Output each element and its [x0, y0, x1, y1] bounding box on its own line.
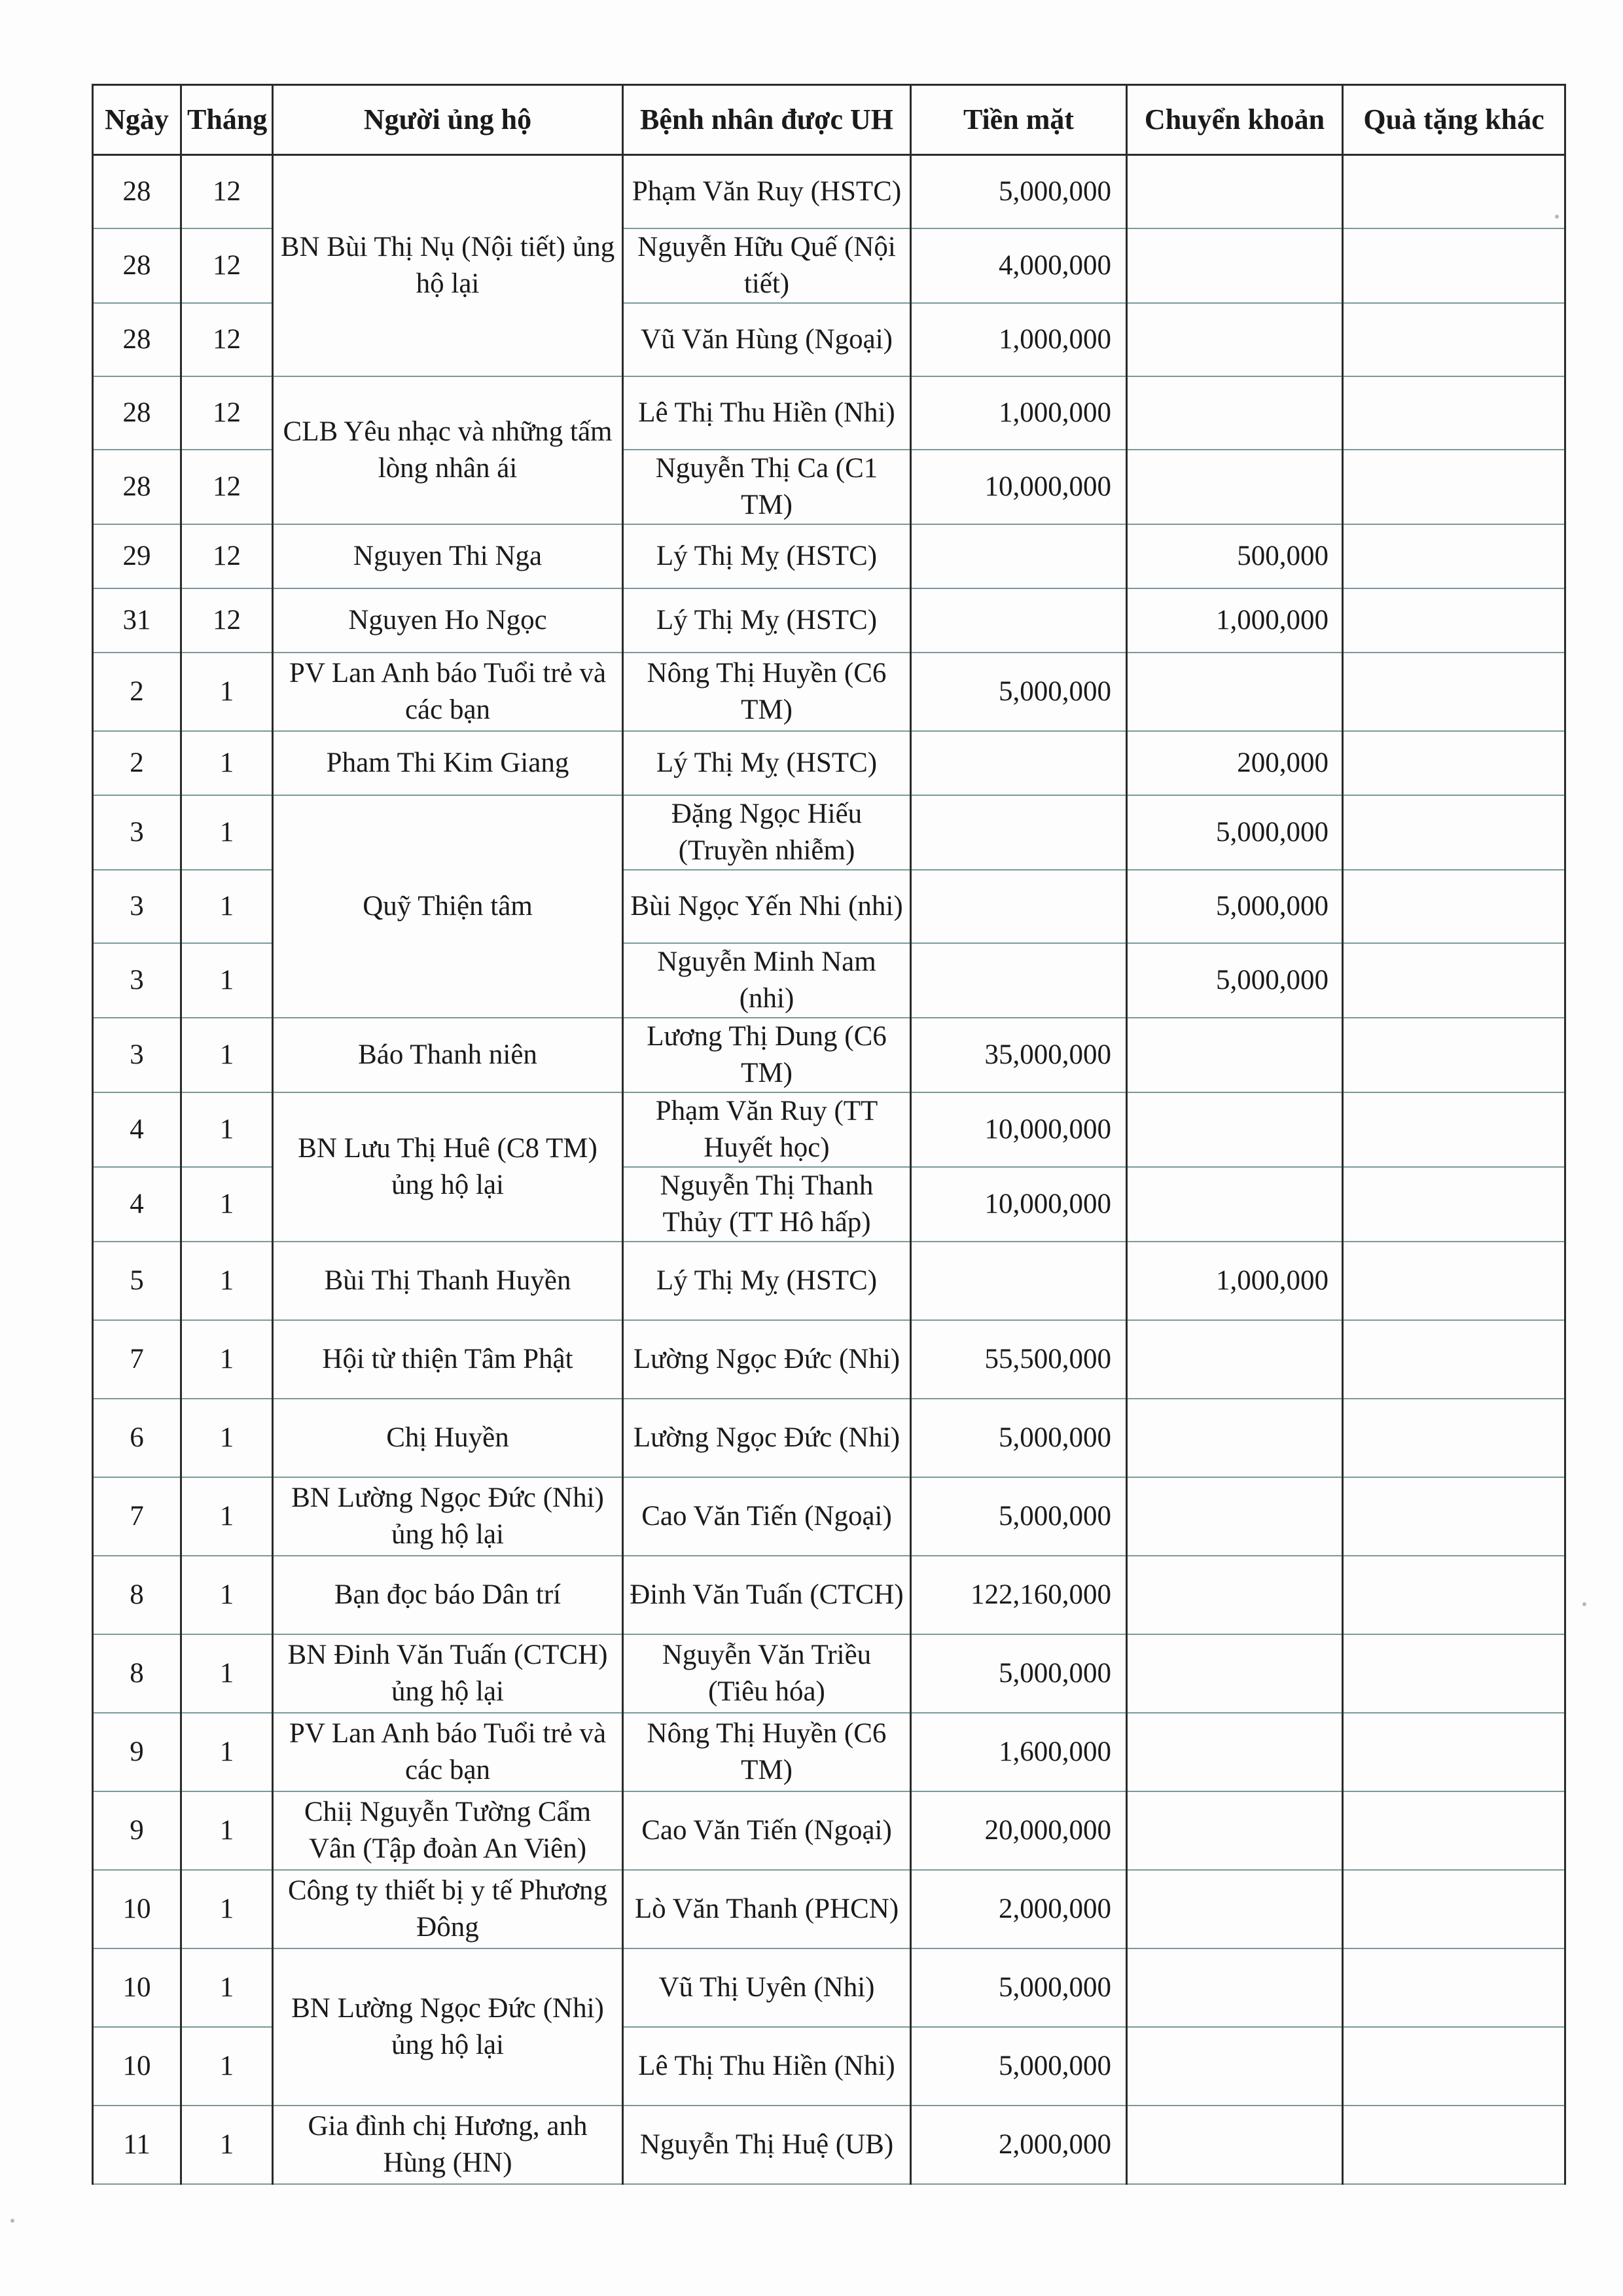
- cell-month: 1: [181, 1870, 273, 1948]
- table-row: [93, 653, 1565, 731]
- cell-donor: PV Lan Anh báo Tuổi trẻ và các bạn: [273, 1713, 623, 1791]
- cell-day: 28: [93, 376, 181, 450]
- cell-day: 28: [93, 303, 181, 376]
- cell-patient: Phạm Văn Ruy (TT Huyết học): [623, 1092, 911, 1167]
- cell-day: 3: [93, 1018, 181, 1092]
- cell-cash: 5,000,000: [911, 1477, 1127, 1556]
- cell-gift: [1343, 653, 1565, 731]
- cell-donor: Quỹ Thiện tâm: [273, 795, 623, 1018]
- cell-gift: [1343, 1713, 1565, 1791]
- cell-cash: [911, 1242, 1127, 1320]
- cell-gift: [1343, 1399, 1565, 1477]
- cell-month: 1: [181, 653, 273, 731]
- cell-gift: [1343, 870, 1565, 943]
- cell-gift: [1343, 1167, 1565, 1242]
- cell-donor: BN Lưu Thị Huê (C8 TM) ủng hộ lại: [273, 1092, 623, 1242]
- cell-cash: 4,000,000: [911, 228, 1127, 303]
- cell-gift: [1343, 1092, 1565, 1167]
- donation-table: [92, 84, 1566, 2185]
- cell-gift: [1343, 731, 1565, 795]
- cell-patient: Phạm Văn Ruy (HSTC): [623, 155, 911, 229]
- cell-donor: BN Bùi Thị Nụ (Nội tiết) ủng hộ lại: [273, 155, 623, 377]
- cell-gift: [1343, 303, 1565, 376]
- cell-month: 1: [181, 1948, 273, 2027]
- cell-day: 10: [93, 1948, 181, 2027]
- table-row: [93, 1242, 1565, 1320]
- cell-month: 12: [181, 450, 273, 524]
- cell-cash: 2,000,000: [911, 1870, 1127, 1948]
- cell-day: 3: [93, 795, 181, 870]
- table-row: [93, 1791, 1565, 1870]
- cell-donor: Báo Thanh niên: [273, 1018, 623, 1092]
- cell-donor: BN Lường Ngọc Đức (Nhi) ủng hộ lại: [273, 1477, 623, 1556]
- cell-patient: Cao Văn Tiến (Ngoại): [623, 1477, 911, 1556]
- table-row: [93, 524, 1565, 588]
- table-row: [93, 1320, 1565, 1399]
- cell-cash: 10,000,000: [911, 450, 1127, 524]
- cell-day: 28: [93, 450, 181, 524]
- cell-gift: [1343, 1634, 1565, 1713]
- cell-transfer: [1127, 1167, 1343, 1242]
- cell-day: 31: [93, 588, 181, 653]
- cell-day: 10: [93, 1870, 181, 1948]
- table-row: [93, 1713, 1565, 1791]
- cell-transfer: [1127, 2027, 1343, 2106]
- cell-patient: Lò Văn Thanh (PHCN): [623, 1870, 911, 1948]
- cell-patient: Nguyễn Thị Thanh Thủy (TT Hô hấp): [623, 1167, 911, 1242]
- cell-day: 7: [93, 1320, 181, 1399]
- cell-day: 9: [93, 1713, 181, 1791]
- cell-donor: Chị Huyền: [273, 1399, 623, 1477]
- cell-donor: PV Lan Anh báo Tuổi trẻ và các bạn: [273, 653, 623, 731]
- cell-transfer: [1127, 1556, 1343, 1634]
- cell-cash: 5,000,000: [911, 1399, 1127, 1477]
- cell-cash: 55,500,000: [911, 1320, 1127, 1399]
- cell-donor: Nguyen Thi Nga: [273, 524, 623, 588]
- cell-month: 12: [181, 155, 273, 229]
- cell-transfer: [1127, 1018, 1343, 1092]
- cell-cash: 5,000,000: [911, 2027, 1127, 2106]
- cell-cash: [911, 524, 1127, 588]
- cell-month: 12: [181, 376, 273, 450]
- cell-cash: [911, 588, 1127, 653]
- cell-month: 1: [181, 1634, 273, 1713]
- cell-month: 1: [181, 2027, 273, 2106]
- cell-day: 4: [93, 1092, 181, 1167]
- header-day: Ngày: [93, 85, 181, 155]
- cell-day: 2: [93, 653, 181, 731]
- cell-donor: Pham Thi Kim Giang: [273, 731, 623, 795]
- cell-patient: Nông Thị Huyền (C6 TM): [623, 653, 911, 731]
- scan-speck: [10, 2219, 14, 2223]
- cell-day: 3: [93, 870, 181, 943]
- cell-donor: Nguyen Ho Ngọc: [273, 588, 623, 653]
- cell-month: 1: [181, 1018, 273, 1092]
- cell-cash: 35,000,000: [911, 1018, 1127, 1092]
- cell-donor: Bạn đọc báo Dân trí: [273, 1556, 623, 1634]
- header-patient: Bệnh nhân được UH: [623, 85, 911, 155]
- cell-day: 29: [93, 524, 181, 588]
- cell-transfer: [1127, 1948, 1343, 2027]
- cell-transfer: [1127, 653, 1343, 731]
- cell-month: 1: [181, 1477, 273, 1556]
- cell-transfer: [1127, 450, 1343, 524]
- cell-transfer: [1127, 228, 1343, 303]
- table-row: [93, 1018, 1565, 1092]
- cell-transfer: 500,000: [1127, 524, 1343, 588]
- cell-transfer: [1127, 1791, 1343, 1870]
- table-row: [93, 376, 1565, 450]
- cell-cash: [911, 943, 1127, 1018]
- cell-donor: CLB Yêu nhạc và những tấm lòng nhân ái: [273, 376, 623, 524]
- cell-gift: [1343, 1320, 1565, 1399]
- cell-transfer: 5,000,000: [1127, 943, 1343, 1018]
- cell-gift: [1343, 1477, 1565, 1556]
- cell-donor: Hội từ thiện Tâm Phật: [273, 1320, 623, 1399]
- cell-day: 3: [93, 943, 181, 1018]
- cell-month: 1: [181, 1791, 273, 1870]
- cell-patient: Lường Ngọc Đức (Nhi): [623, 1320, 911, 1399]
- cell-transfer: 200,000: [1127, 731, 1343, 795]
- cell-patient: Vũ Văn Hùng (Ngoại): [623, 303, 911, 376]
- cell-gift: [1343, 155, 1565, 229]
- cell-transfer: [1127, 2106, 1343, 2184]
- table-row: [93, 1948, 1565, 2027]
- cell-transfer: [1127, 1092, 1343, 1167]
- cell-day: 8: [93, 1634, 181, 1713]
- cell-patient: Đặng Ngọc Hiếu (Truyền nhiễm): [623, 795, 911, 870]
- cell-cash: 5,000,000: [911, 1948, 1127, 2027]
- cell-day: 11: [93, 2106, 181, 2184]
- cell-month: 1: [181, 943, 273, 1018]
- cell-cash: 20,000,000: [911, 1791, 1127, 1870]
- cell-gift: [1343, 376, 1565, 450]
- cell-donor: Công ty thiết bị y tế Phương Đông: [273, 1870, 623, 1948]
- cell-patient: Lê Thị Thu Hiền (Nhi): [623, 376, 911, 450]
- table-row: [93, 1870, 1565, 1948]
- cell-donor: Gia đình chị Hương, anh Hùng (HN): [273, 2106, 623, 2184]
- cell-cash: [911, 731, 1127, 795]
- cell-patient: Lương Thị Dung (C6 TM): [623, 1018, 911, 1092]
- cell-cash: 5,000,000: [911, 653, 1127, 731]
- cell-day: 4: [93, 1167, 181, 1242]
- cell-patient: Đinh Văn Tuấn (CTCH): [623, 1556, 911, 1634]
- table-header-row: [93, 85, 1565, 155]
- cell-transfer: [1127, 1320, 1343, 1399]
- cell-patient: Lường Ngọc Đức (Nhi): [623, 1399, 911, 1477]
- cell-transfer: [1127, 1477, 1343, 1556]
- cell-month: 1: [181, 795, 273, 870]
- cell-cash: 1,000,000: [911, 303, 1127, 376]
- cell-day: 10: [93, 2027, 181, 2106]
- cell-donor: BN Đinh Văn Tuấn (CTCH) ủng hộ lại: [273, 1634, 623, 1713]
- cell-transfer: [1127, 1399, 1343, 1477]
- cell-patient: Nguyễn Thị Huệ (UB): [623, 2106, 911, 2184]
- cell-donor: BN Lường Ngọc Đức (Nhi) ủng hộ lại: [273, 1948, 623, 2106]
- cell-month: 1: [181, 870, 273, 943]
- cell-gift: [1343, 228, 1565, 303]
- cell-gift: [1343, 1018, 1565, 1092]
- cell-transfer: 1,000,000: [1127, 588, 1343, 653]
- cell-cash: 1,000,000: [911, 376, 1127, 450]
- cell-patient: Nông Thị Huyền (C6 TM): [623, 1713, 911, 1791]
- cell-cash: 122,160,000: [911, 1556, 1127, 1634]
- cell-donor: Bùi Thị Thanh Huyền: [273, 1242, 623, 1320]
- table-row: [93, 731, 1565, 795]
- table-row: [93, 1092, 1565, 1167]
- cell-cash: 1,600,000: [911, 1713, 1127, 1791]
- cell-day: 9: [93, 1791, 181, 1870]
- cell-gift: [1343, 1791, 1565, 1870]
- cell-month: 12: [181, 303, 273, 376]
- cell-transfer: 1,000,000: [1127, 1242, 1343, 1320]
- cell-day: 28: [93, 228, 181, 303]
- cell-month: 1: [181, 1092, 273, 1167]
- cell-patient: Vũ Thị Uyên (Nhi): [623, 1948, 911, 2027]
- cell-gift: [1343, 2027, 1565, 2106]
- cell-cash: 5,000,000: [911, 1634, 1127, 1713]
- cell-month: 1: [181, 2106, 273, 2184]
- cell-patient: Nguyễn Thị Ca (C1 TM): [623, 450, 911, 524]
- cell-month: 1: [181, 1242, 273, 1320]
- table-row: [93, 2106, 1565, 2184]
- cell-patient: Nguyễn Hữu Quế (Nội tiết): [623, 228, 911, 303]
- cell-cash: 10,000,000: [911, 1167, 1127, 1242]
- cell-month: 12: [181, 524, 273, 588]
- table-row: [93, 588, 1565, 653]
- cell-gift: [1343, 1242, 1565, 1320]
- cell-gift: [1343, 795, 1565, 870]
- header-donor: Người ủng hộ: [273, 85, 623, 155]
- cell-transfer: 5,000,000: [1127, 870, 1343, 943]
- cell-gift: [1343, 2106, 1565, 2184]
- cell-transfer: [1127, 376, 1343, 450]
- cell-month: 1: [181, 731, 273, 795]
- cell-month: 12: [181, 588, 273, 653]
- header-cash: Tiền mặt: [911, 85, 1127, 155]
- cell-month: 1: [181, 1556, 273, 1634]
- cell-day: 28: [93, 155, 181, 229]
- table-row: [93, 155, 1565, 229]
- cell-transfer: [1127, 1634, 1343, 1713]
- header-month: Tháng: [181, 85, 273, 155]
- cell-cash: 5,000,000: [911, 155, 1127, 229]
- cell-gift: [1343, 1556, 1565, 1634]
- cell-month: 1: [181, 1713, 273, 1791]
- cell-day: 8: [93, 1556, 181, 1634]
- cell-gift: [1343, 1870, 1565, 1948]
- scan-speck: [1582, 1602, 1586, 1606]
- cell-gift: [1343, 1948, 1565, 2027]
- cell-day: 2: [93, 731, 181, 795]
- table-row: [93, 1634, 1565, 1713]
- cell-patient: Nguyễn Minh Nam (nhi): [623, 943, 911, 1018]
- cell-patient: Lê Thị Thu Hiền (Nhi): [623, 2027, 911, 2106]
- table-row: [93, 1477, 1565, 1556]
- table-row: [93, 1399, 1565, 1477]
- cell-gift: [1343, 943, 1565, 1018]
- header-transfer: Chuyển khoản: [1127, 85, 1343, 155]
- cell-month: 12: [181, 228, 273, 303]
- cell-patient: Lý Thị Mỵ (HSTC): [623, 524, 911, 588]
- table-row: [93, 1556, 1565, 1634]
- cell-donor: Chiị Nguyễn Tường Cẩm Vân (Tập đoàn An Viên): [273, 1791, 623, 1870]
- header-gift: Quà tặng khác: [1343, 85, 1565, 155]
- cell-patient: Bùi Ngọc Yến Nhi (nhi): [623, 870, 911, 943]
- cell-day: 5: [93, 1242, 181, 1320]
- cell-gift: [1343, 524, 1565, 588]
- cell-transfer: [1127, 303, 1343, 376]
- cell-month: 1: [181, 1399, 273, 1477]
- cell-patient: Cao Văn Tiến (Ngoại): [623, 1791, 911, 1870]
- cell-month: 1: [181, 1167, 273, 1242]
- cell-transfer: [1127, 1713, 1343, 1791]
- cell-transfer: [1127, 1870, 1343, 1948]
- cell-cash: [911, 795, 1127, 870]
- cell-cash: [911, 870, 1127, 943]
- cell-patient: Nguyễn Văn Triều (Tiêu hóa): [623, 1634, 911, 1713]
- cell-day: 6: [93, 1399, 181, 1477]
- cell-cash: 2,000,000: [911, 2106, 1127, 2184]
- cell-month: 1: [181, 1320, 273, 1399]
- cell-patient: Lý Thị Mỵ (HSTC): [623, 1242, 911, 1320]
- table-row: [93, 795, 1565, 870]
- cell-day: 7: [93, 1477, 181, 1556]
- cell-patient: Lý Thị Mỵ (HSTC): [623, 588, 911, 653]
- cell-gift: [1343, 588, 1565, 653]
- cell-transfer: 5,000,000: [1127, 795, 1343, 870]
- cell-cash: 10,000,000: [911, 1092, 1127, 1167]
- cell-transfer: [1127, 155, 1343, 229]
- cell-gift: [1343, 450, 1565, 524]
- cell-patient: Lý Thị Mỵ (HSTC): [623, 731, 911, 795]
